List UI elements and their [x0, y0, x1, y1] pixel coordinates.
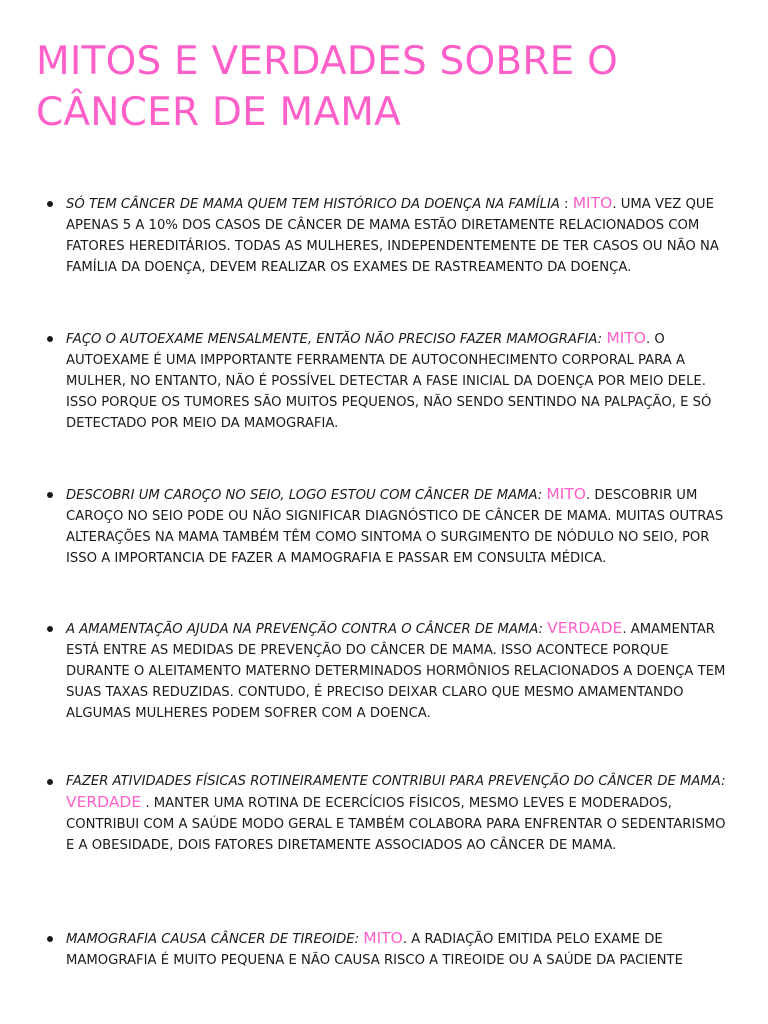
item-verdict: MITO [546, 485, 587, 503]
item-verdict: MITO [606, 329, 646, 347]
item-verdict: VERDADE [547, 619, 623, 637]
bullet-dot [47, 936, 53, 942]
bullet-dot [47, 201, 53, 207]
list-item [40, 328, 736, 434]
item-explanation: UMA VEZ QUE APENAS 5 A 10% DOS CASOS DE CÂNCER DE MAMA ESTÃO DIRETAMENTE RELACIONADOS COM FATORES HEREDITÁRIOS. TODAS AS MULHERES, INDEPENDENTEMENTE DE TER CASOS OU NÃO NA FAMÍLIA DA DOENÇA, DEVEM REALIZAR OS EXAMES DE RASTREAMENTO DA DOENÇA. [66, 197, 719, 275]
item-text [66, 193, 736, 278]
item-verdict: MITO [363, 929, 403, 947]
item-question: DESCOBRI UM CAROÇO NO SEIO, LOGO ESTOU COM CÂNCER DE MAMA: [66, 488, 543, 503]
item-question: MAMOGRAFIA CAUSA CÂNCER DE TIREOIDE: [66, 932, 360, 947]
bullet-dot [47, 336, 53, 342]
item-question: FAÇO O AUTOEXAME MENSALMENTE, ENTÃO NÃO PRECISO FAZER MAMOGRAFIA: [66, 332, 603, 347]
item-verdict: VERDADE [66, 793, 142, 811]
item-text [66, 618, 736, 724]
item-punctuation: . [645, 332, 651, 347]
item-separator: : [559, 197, 573, 212]
bullet-dot [47, 492, 53, 498]
item-verdict: MITO [572, 194, 613, 212]
item-explanation: MANTER UMA ROTINA DE ECERCÍCIOS FÍSICOS, MESMO LEVES E MODERADOS, CONTRIBUI COM A SAÚDE MODO GERAL E TAMBÉM COLABORA PARA ENFRENTAR O SEDENTARISMO E A OBESIDADE, DOIS FATORES DIRETAMENTE ASSOCIADOS AO CÂNCER DE MAMA. [66, 796, 726, 853]
list-item [40, 618, 736, 724]
item-text [66, 484, 736, 569]
item-explanation: AMAMENTAR ESTÁ ENTRE AS MEDIDAS DE PREVENÇÃO DO CÂNCER DE MAMA. ISSO ACONTECE PORQUE DURANTE O ALEITAMENTO MATERNO DETERMINADOS HORMÔNIOS RELACIONADOS A DOENÇA TEM SUAS TAXAS REDUZIDAS. CONTUDO, É PRECISO DEIXAR CLARO QUE MESMO AMAMENTANDO ALGUMAS MULHERES PODEM SOFRER COM A DOENCA. [66, 622, 726, 721]
bullet-dot [47, 779, 53, 785]
item-question: SÓ TEM CÂNCER DE MAMA QUEM TEM HISTÓRICO DA DOENÇA NA FAMÍLIA [66, 197, 560, 212]
item-text [66, 771, 736, 856]
item-explanation: A RADIAÇÃO EMITIDA PELO EXAME DE MAMOGRAFIA É MUITO PEQUENA E NÃO CAUSA RISCO A TIREOIDE OU A SAÚDE DA PACIENTE [66, 932, 683, 968]
item-punctuation: . [612, 197, 617, 212]
item-punctuation: . [141, 796, 150, 811]
list-item [40, 193, 736, 278]
item-question: A AMAMENTAÇÃO AJUDA NA PREVENÇÃO CONTRA O CÂNCER DE MAMA: [66, 622, 543, 637]
list-item [40, 484, 736, 569]
item-punctuation: . [402, 932, 408, 947]
item-explanation: DESCOBRIR UM CAROÇO NO SEIO PODE OU NÃO SIGNIFICAR DIAGNÓSTICO DE CÂNCER DE MAMA. MUITAS OUTRAS ALTERAÇÕES NA MAMA TAMBÉM TÊM COMO SINTOMA O SURGIMENTO DE NÓDULO NO SEIO, POR ISSO A IMPORTANCIA DE FAZER A MAMOGRAFIA E PASSAR EM CONSULTA MÉDICA. [66, 488, 724, 566]
bullet-dot [47, 626, 53, 632]
list-item [40, 928, 736, 971]
document-title: MITOS E VERDADES SOBRE O CÂNCER DE MAMA [36, 39, 618, 135]
item-question: FAZER ATIVIDADES FÍSICAS ROTINEIRAMENTE CONTRIBUI PARA PREVENÇÃO DO CÂNCER DE MAMA: [66, 774, 726, 789]
item-punctuation: . [586, 488, 591, 503]
item-punctuation: . [622, 622, 627, 637]
item-text [66, 328, 736, 434]
list-item [40, 771, 736, 856]
item-explanation: O AUTOEXAME É UMA IMPPORTANTE FERRAMENTA DE AUTOCONHECIMENTO CORPORAL PARA A MULHER, NO ENTANTO, NÃO É POSSÍVEL DETECTAR A FASE INICIAL DA DOENÇA POR MEIO DELE. ISSO PORQUE OS TUMORES SÃO MUITOS PEQUENOS, NÃO SENDO SENTINDO NA PALPAÇÃO, E SÓ DETECTADO POR MEIO DA MAMOGRAFIA. [66, 332, 712, 431]
item-text [66, 928, 736, 971]
